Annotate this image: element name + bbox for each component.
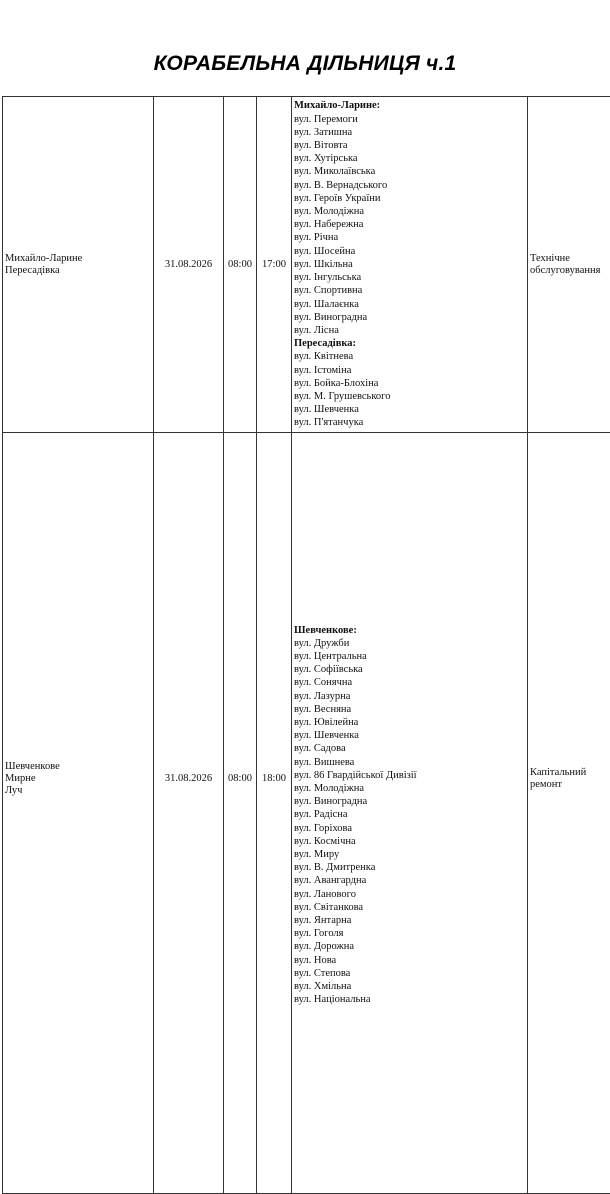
start-time-cell: 08:00 xyxy=(224,433,257,1194)
street-item: вул. Інгульська xyxy=(294,271,525,284)
street-item: вул. Вітовта xyxy=(294,139,525,152)
street-item: вул. Хутірська xyxy=(294,152,525,165)
street-item: вул. Радісна xyxy=(294,808,525,821)
reason-text: Технічне xyxy=(530,253,610,265)
streets-cell xyxy=(292,433,528,1194)
street-item: вул. Авангардна xyxy=(294,874,525,887)
street-group-heading: Михайло-Ларине: xyxy=(294,99,525,112)
street-item: вул. Хмільна xyxy=(294,980,525,993)
settlement-name: Мирне xyxy=(5,773,151,785)
street-item: вул. Героїв України xyxy=(294,192,525,205)
street-item: вул. Шкільна xyxy=(294,258,525,271)
street-item: вул. Шевченка xyxy=(294,403,525,416)
street-item: вул. Вишнева xyxy=(294,756,525,769)
end-time-cell: 17:00 xyxy=(257,97,292,433)
street-item: вул. В. Вернадського xyxy=(294,179,525,192)
street-item: вул. Річна xyxy=(294,231,525,244)
reason-text: Капітальний xyxy=(530,767,610,779)
street-item: вул. Лісна xyxy=(294,324,525,337)
street-item: вул. 86 Гвардійської Дивізії xyxy=(294,769,525,782)
street-item: вул. Квітнева xyxy=(294,350,525,363)
street-item: вул. Космічна xyxy=(294,835,525,848)
street-item: вул. Затишна xyxy=(294,126,525,139)
street-item: вул. Степова xyxy=(294,967,525,980)
street-item: вул. Лазурна xyxy=(294,690,525,703)
street-item: вул. Ланового xyxy=(294,888,525,901)
end-time-cell: 18:00 xyxy=(257,433,292,1194)
street-group-heading: Шевченкове: xyxy=(294,624,525,637)
street-item: вул. Миколаївська xyxy=(294,165,525,178)
street-item: вул. Спортивна xyxy=(294,284,525,297)
street-item: вул. П'ятанчука xyxy=(294,416,525,429)
street-item: вул. Істоміна xyxy=(294,364,525,377)
street-item: вул. Молодіжна xyxy=(294,782,525,795)
street-item: вул. Молодіжна xyxy=(294,205,525,218)
settlements-cell xyxy=(3,97,154,433)
street-item: вул. Набережна xyxy=(294,218,525,231)
street-item: вул. Центральна xyxy=(294,650,525,663)
street-item: вул. Шосейна xyxy=(294,245,525,258)
street-item: вул. Світанкова xyxy=(294,901,525,914)
settlement-name: Пересадівка xyxy=(5,265,151,277)
street-item: вул. Шалаєнка xyxy=(294,298,525,311)
street-item: вул. Гоголя xyxy=(294,927,525,940)
street-item: вул. М. Грушевського xyxy=(294,390,525,403)
settlement-name: Михайло-Ларине xyxy=(5,253,151,265)
street-item: вул. Сонячна xyxy=(294,676,525,689)
reason-text: обслуговування xyxy=(530,265,610,277)
date-cell: 31.08.2026 xyxy=(154,433,224,1194)
settlement-name: Шевченкове xyxy=(5,761,151,773)
street-group-heading: Пересадівка: xyxy=(294,337,525,350)
street-item: вул. Національна xyxy=(294,993,525,1006)
table-row xyxy=(3,433,610,1194)
street-item: вул. В. Дмитренка xyxy=(294,861,525,874)
street-item: вул. Бойка-Блохіна xyxy=(294,377,525,390)
street-item: вул. Миру xyxy=(294,848,525,861)
outage-schedule-table xyxy=(2,96,610,1194)
street-item: вул. Виноградна xyxy=(294,795,525,808)
street-item: вул. Садова xyxy=(294,742,525,755)
street-item: вул. Нова xyxy=(294,954,525,967)
street-item: вул. Весняна xyxy=(294,703,525,716)
street-item: вул. Виноградна xyxy=(294,311,525,324)
street-item: вул. Ювілейна xyxy=(294,716,525,729)
settlements-cell xyxy=(3,433,154,1194)
settlement-name: Луч xyxy=(5,785,151,797)
reason-text: ремонт xyxy=(530,779,610,791)
street-item: вул. Горіхова xyxy=(294,822,525,835)
street-item: вул. Перемоги xyxy=(294,113,525,126)
reason-cell xyxy=(528,433,610,1194)
street-item: вул. Софіївська xyxy=(294,663,525,676)
street-item: вул. Дорожна xyxy=(294,940,525,953)
reason-cell xyxy=(528,97,610,433)
street-item: вул. Шевченка xyxy=(294,729,525,742)
start-time-cell: 08:00 xyxy=(224,97,257,433)
street-item: вул. Янтарна xyxy=(294,914,525,927)
page-title: КОРАБЕЛЬНА ДІЛЬНИЦЯ ч.1 xyxy=(0,52,610,76)
streets-cell xyxy=(292,97,528,433)
street-item: вул. Дружби xyxy=(294,637,525,650)
date-cell: 31.08.2026 xyxy=(154,97,224,433)
table-row xyxy=(3,97,610,433)
